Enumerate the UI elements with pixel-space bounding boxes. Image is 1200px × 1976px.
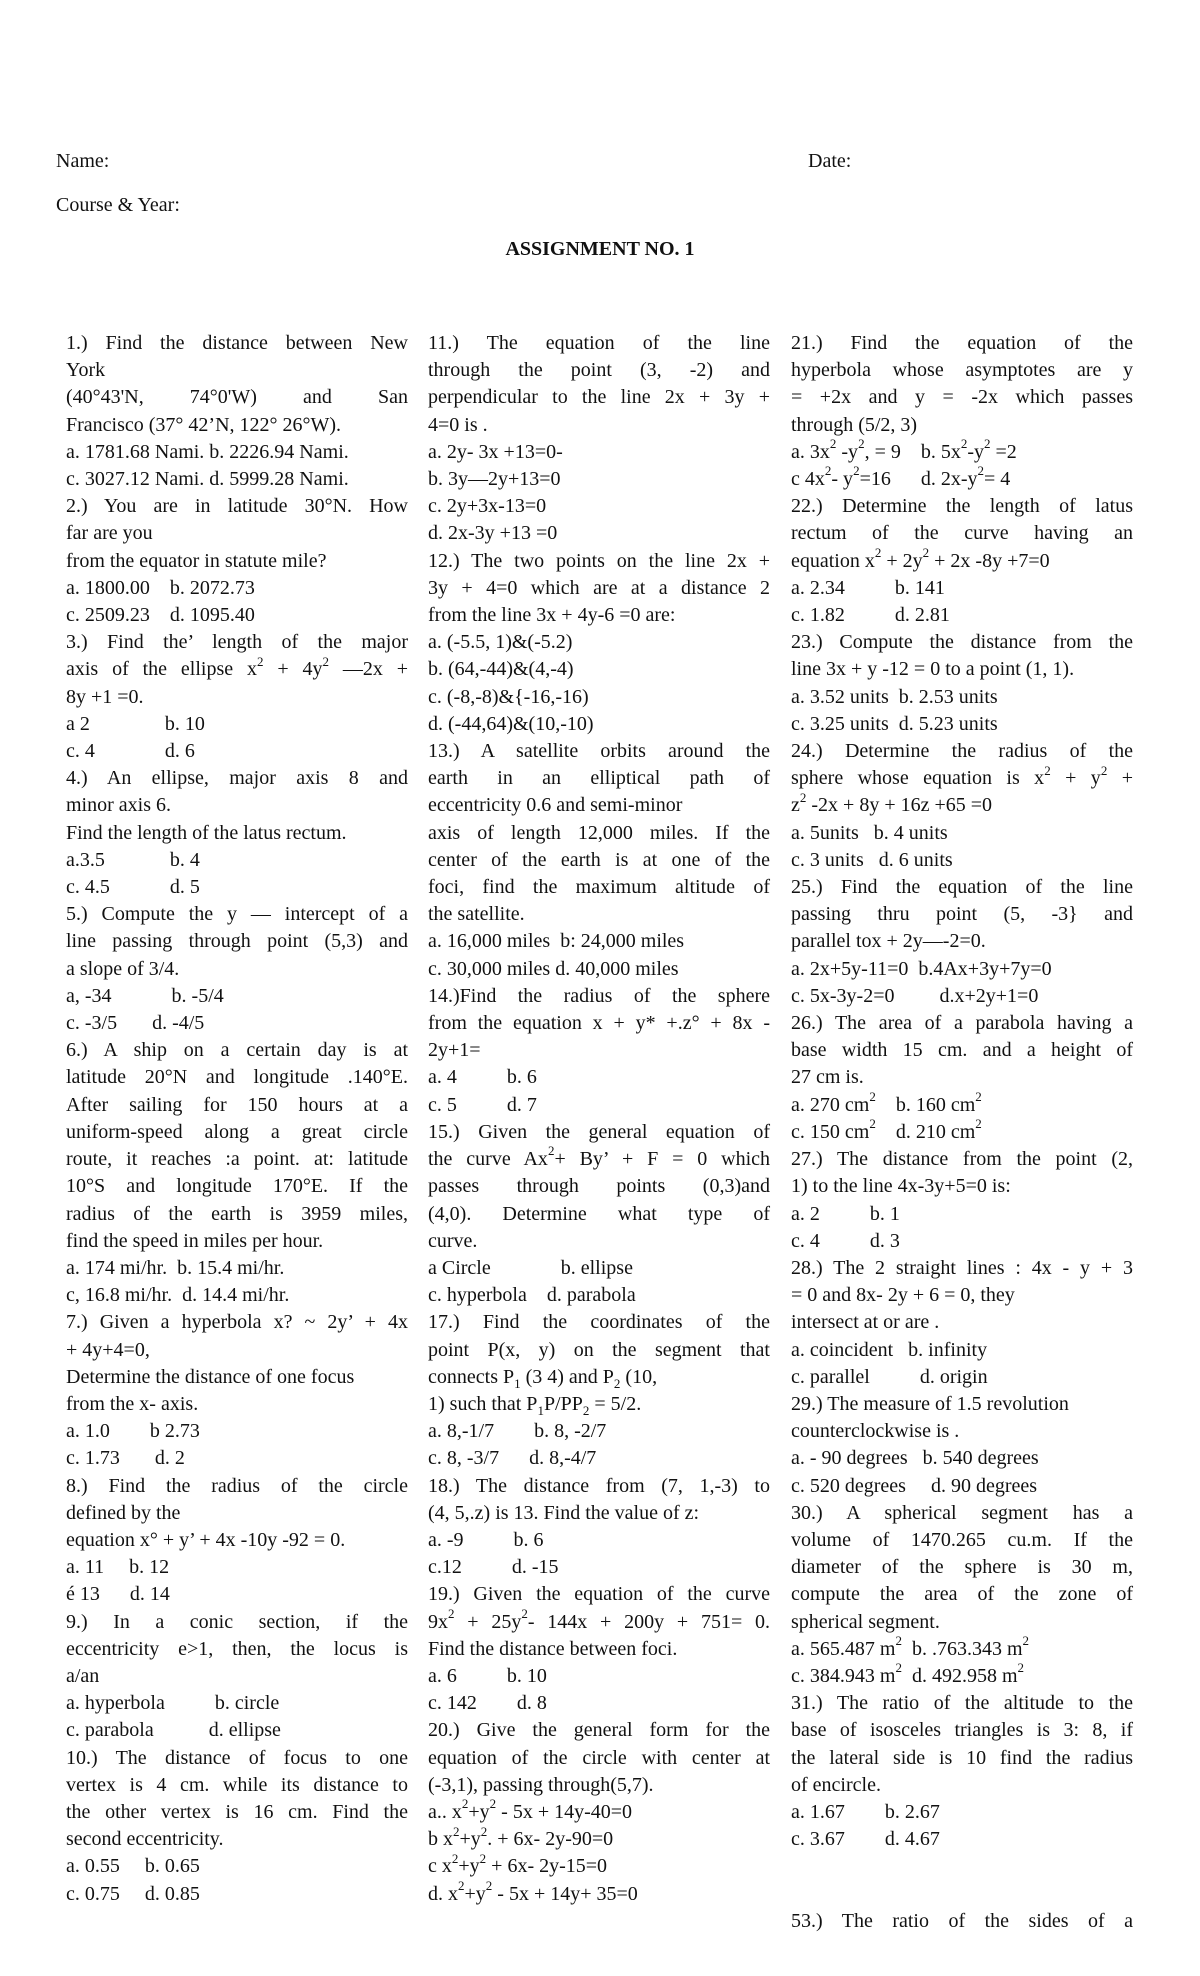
question-text-line: second eccentricity. [66, 1828, 224, 1851]
question-text-line: é 13 d. 14 [66, 1583, 170, 1606]
question-text-line: a 2 b. 10 [66, 712, 205, 735]
assignment-title: ASSIGNMENT NO. 1 [505, 238, 695, 260]
question-text-line: 3.) Find the’ length of the major [66, 631, 408, 654]
question-text-line: uniform-speed along a great circle [66, 1120, 408, 1143]
question-text-line: a. 6 b. 10 [428, 1664, 547, 1687]
question-text-line: counterclockwise is . [791, 1420, 960, 1443]
question-text-line: equation x° + y’ + 4x -10y -92 = 0. [66, 1528, 346, 1551]
name-label: Name: [56, 150, 110, 172]
question-text-line: connects $P_1$ (3 4) and $P_2$ (10, [428, 1365, 658, 1391]
question-text-line: c. 5 d. 7 [428, 1093, 537, 1116]
question-text-line: base width 15 cm. and a height of [791, 1039, 1133, 1062]
question-text-line: base of isosceles triangles is 3: 8, if [791, 1719, 1133, 1742]
question-text-line: 2y+1= [428, 1039, 481, 1062]
question-text-line: 7.) Given a hyperbola x? ~ 2y’ + 4x [66, 1311, 408, 1334]
question-text-line: (4,0). Determine what type of [428, 1202, 770, 1225]
question-text-line: d. 2x-3y +13 =0 [428, 522, 558, 545]
question-text-line: a Circle b. ellipse [428, 1256, 633, 1279]
question-text-line: the satellite. [428, 903, 525, 926]
question-text-line: a. 5units b. 4 units [791, 821, 948, 844]
question-text-line: find the speed in miles per hour. [66, 1229, 324, 1252]
question-text-line: c. -3/5 d. -4/5 [66, 1012, 205, 1035]
question-text-line: a. 2x+5y-11=0 b.4Ax+3y+7y=0 [791, 957, 1052, 980]
question-text-line: Determine the distance of one focus [66, 1365, 355, 1388]
question-text-line: earth in an elliptical path of [428, 767, 770, 790]
question-text-line: intersect at or are . [791, 1311, 940, 1334]
question-text-line: a, -34 b. -5/4 [66, 984, 224, 1007]
question-text-line: equation of the circle with center at [428, 1746, 770, 1769]
question-text-line: a. 2.34 b. 141 [791, 576, 945, 599]
question-text-line: a.3.5 b. 4 [66, 848, 200, 871]
question-text-line: c. 1.73 d. 2 [66, 1447, 185, 1470]
question-text-line: parallel tox + 2y—-2=0. [791, 930, 986, 953]
question-text-line: eccentricity 0.6 and semi-minor [428, 794, 683, 817]
question-text-line: c. 142 d. 8 [428, 1692, 547, 1715]
question-text-line: c $x^2+y^2 + 6x-$ 2y-15=0 [428, 1850, 608, 1878]
question-text-line: 31.) The ratio of the altitude to the [791, 1692, 1133, 1715]
question-text-line: 29.) The measure of 1.5 revolution [791, 1392, 1069, 1415]
question-text-line: 1.) Find the distance between New [66, 332, 408, 354]
question-text-line: 30.) A spherical segment has a [791, 1501, 1133, 1524]
question-text-line: the lateral side is 10 find the radius [791, 1746, 1133, 1769]
question-text-line: the other vertex is 16 cm. Find the [66, 1800, 408, 1823]
question-text-line: a. 4 b. 6 [428, 1066, 537, 1089]
question-text-line: 25.) Find the equation of the line [791, 876, 1133, 899]
question-text-line: eccentricity e>1, then, the locus is [66, 1637, 408, 1660]
question-text-line: a. 11 b. 12 [66, 1556, 170, 1579]
question-text-line: c. 3 units d. 6 units [791, 848, 953, 871]
question-text-line: defined by the [66, 1501, 181, 1524]
question-text-line: b. (64,-44)&(4,-4) [428, 658, 574, 681]
question-text-line: 24.) Determine the radius of the [791, 740, 1133, 763]
question-text-line: 8.) Find the radius of the circle [66, 1474, 408, 1497]
question-text-line: c. 3.25 units d. 5.23 units [791, 712, 998, 735]
question-text-line: from the equator in statute mile? [66, 549, 327, 572]
question-text-line: 17.) Find the coordinates of the [428, 1311, 770, 1334]
question-text-line: 1) such that $P_1P/PP_2 = 5/2$. [428, 1392, 642, 1418]
question-text-line: 10.) The distance of focus to one [66, 1746, 408, 1769]
question-text-line: equation $x^2 + 2y^2 + 2x$ -8y +7=0 [791, 544, 1050, 572]
question-text-line: a. 8,-1/7 b. 8, -2/7 [428, 1420, 607, 1443]
question-text-line: c. 4.5 d. 5 [66, 876, 200, 899]
question-text-line: a. 2y- 3x +13=0- [428, 440, 563, 463]
question-text-line: foci, find the maximum altitude of [428, 876, 770, 899]
question-column-3 [791, 330, 1133, 1935]
question-text-line: c. 3.67 d. 4.67 [791, 1828, 940, 1851]
question-text-line: a. 3.52 units b. 2.53 units [791, 685, 998, 708]
question-text-line: + 4y+4=0, [66, 1338, 150, 1361]
question-text-line: through the point (3, -2) and [428, 359, 770, 382]
question-text-line: a.. $x^2+y^2 - 5x + 14y-40=0$ [428, 1796, 633, 1823]
question-text-line: compute the area of the zone of [791, 1583, 1133, 1606]
question-text-line: $9x^2 + 25y^2-$ 144x + 200y + 751= 0. [428, 1605, 771, 1633]
question-text-line: c. (-8,-8)&{-16,-16) [428, 685, 589, 708]
question-text-line: a. coincident b. infinity [791, 1338, 988, 1361]
question-text-line: = 0 and 8x- 2y + 6 = 0, they [791, 1284, 1015, 1307]
question-text-line: hyperbola whose asymptotes are y [791, 359, 1133, 382]
question-text-line: c. 30,000 miles d. 40,000 miles [428, 957, 679, 980]
question-text-line: 2.) You are in latitude 30°N. How [66, 495, 408, 518]
question-text-line: spherical segment. [791, 1610, 940, 1633]
question-text-line: point P(x, y) on the segment that [428, 1338, 770, 1361]
question-text-line: b. 3y—2y+13=0 [428, 468, 561, 491]
question-text-line: a. hyperbola b. circle [66, 1692, 280, 1715]
question-text-line: vertex is 4 cm. while its distance to [66, 1773, 408, 1796]
question-text-line: (4, 5,.z) is 13. Find the value of z: [428, 1501, 700, 1524]
question-text-line: axis of the ellipse $x^2 + 4y^2$ —2x + [66, 653, 409, 681]
question-text-line: line passing through point (5,3) and [66, 930, 408, 953]
question-text-line: 1) to the line 4x-3y+5=0 is: [791, 1175, 1011, 1198]
question-text-line: from the line 3x + 4y-6 =0 are: [428, 604, 676, 627]
question-text-line: 27 cm is. [791, 1066, 864, 1089]
question-text-line: d. (-44,64)&(10,-10) [428, 712, 594, 735]
question-text-line: far are you [66, 522, 153, 545]
question-text-line: = +2x and y = -2x which passes [791, 386, 1133, 409]
question-text-line: 9.) In a conic section, if the [66, 1610, 408, 1633]
question-text-line: a. - 90 degrees b. 540 degrees [791, 1447, 1039, 1470]
question-text-line: route, it reaches :a point. at: latitude [66, 1148, 408, 1171]
question-text-line: (40°43'N, 74°0'W) and San [66, 386, 408, 409]
question-text-line: minor axis 6. [66, 794, 171, 817]
question-text-line: 26.) The area of a parabola having a [791, 1012, 1133, 1035]
question-text-line: 28.) The 2 straight lines : 4x - y + 3 [791, 1256, 1133, 1279]
question-text-line [791, 1853, 1133, 1880]
question-text-line: latitude 20°N and longitude .140°E. [66, 1066, 408, 1089]
question-text-line: a. 565.487 $m^2$ b. .763.343 $m^2$ [791, 1633, 1029, 1660]
question-text-line: York [66, 359, 106, 382]
question-text-line: 19.) Given the equation of the curve [428, 1583, 770, 1606]
question-text-line: 6.) A ship on a certain day is at [66, 1039, 408, 1062]
question-text-line: axis of length 12,000 miles. If the [428, 821, 770, 844]
date-label: Date: [808, 150, 852, 172]
question-text-line: c $4x^2-$ $y^2=16$ d. $2x-y^2= 4$ [791, 463, 1011, 491]
question-text-line: Find the distance between foci. [428, 1637, 678, 1660]
question-text-line: 21.) Find the equation of the [791, 332, 1133, 354]
question-text-line: 13.) A satellite orbits around the [428, 740, 770, 763]
question-text-line: 53.) The ratio of the sides of a [791, 1909, 1133, 1932]
question-text-line: a. 1800.00 b. 2072.73 [66, 576, 255, 599]
question-text-line: from the equation x + y* +.z° + 8x - [428, 1012, 770, 1035]
question-text-line: sphere whose equation is $x^2 + y^2$ + [791, 762, 1134, 790]
question-text-line: c. 4 d. 6 [66, 740, 195, 763]
question-text-line: 12.) The two points on the line 2x + [428, 549, 770, 572]
question-text-line: rectum of the curve having an [791, 522, 1133, 545]
question-text-line: c. 4 d. 3 [791, 1229, 900, 1252]
question-text-line: curve. [428, 1229, 478, 1252]
question-text-line: center of the earth is at one of the [428, 848, 770, 871]
question-text-line: c. hyperbola d. parabola [428, 1284, 636, 1307]
question-text-line: volume of 1470.265 cu.m. If the [791, 1528, 1133, 1551]
question-text-line: a. 1.0 b 2.73 [66, 1420, 200, 1443]
question-text-line: perpendicular to the line 2x + 3y + [428, 386, 770, 409]
question-text-line: from the x- axis. [66, 1392, 199, 1415]
question-text-line: diameter of the sphere is 30 m, [791, 1556, 1133, 1579]
question-text-line: 15.) Given the general equation of [428, 1120, 770, 1143]
question-text-line: a. 174 mi/hr. b. 15.4 mi/hr. [66, 1256, 285, 1279]
question-text-line: 14.)Find the radius of the sphere [428, 984, 770, 1007]
question-text-line: 5.) Compute the y — intercept of a [66, 903, 408, 926]
question-text-line: line 3x + y -12 = 0 to a point (1, 1). [791, 658, 1075, 681]
question-text-line: c. 2y+3x-13=0 [428, 495, 547, 518]
question-text-line: c. parallel d. origin [791, 1365, 988, 1388]
question-text-line: 4.) An ellipse, major axis 8 and [66, 767, 408, 790]
question-text-line: a. 2 b. 1 [791, 1202, 900, 1225]
question-text-line: 4=0 is . [428, 413, 488, 436]
question-text-line: c. 520 degrees d. 90 degrees [791, 1474, 1038, 1497]
question-text-line: the curve $Ax^2+ By$’ + F = 0 which [428, 1143, 771, 1171]
question-text-line: a. 270 $cm^2$ b. 160 $cm^2$ [791, 1089, 982, 1116]
question-text-line: c, 16.8 mi/hr. d. 14.4 mi/hr. [66, 1284, 290, 1307]
question-text-line: 18.) The distance from (7, 1,-3) to [428, 1474, 770, 1497]
course-year-label: Course & Year: [56, 194, 180, 216]
question-text-line: 8y +1 =0. [66, 685, 144, 708]
question-text-line: a. 1.67 b. 2.67 [791, 1800, 940, 1823]
question-text-line: 3y + 4=0 which are at a distance 2 [428, 576, 770, 599]
question-text-line: 10°S and longitude 170°E. If the [66, 1175, 408, 1198]
question-text-line: a slope of 3/4. [66, 957, 180, 980]
question-text-line: $z^2$ -2x + 8y + 16z +65 =0 [791, 789, 993, 817]
question-text-line: c. parabola d. ellipse [66, 1719, 281, 1742]
question-text-line: 23.) Compute the distance from the [791, 631, 1133, 654]
question-text-line: c. 1.82 d. 2.81 [791, 604, 950, 627]
question-text-line: passes through points (0,3)and [428, 1175, 770, 1198]
question-text-line: c. 3027.12 Nami. d. 5999.28 Nami. [66, 468, 349, 491]
question-text-line: a. $3x^2$ $-y^2$, = 9 b. $5x^2-y^2 =2$ [791, 436, 1017, 463]
question-text-line: c. 150 $cm^2$ d. 210 $cm^2$ [791, 1116, 982, 1143]
question-text-line: a. 0.55 b. 0.65 [66, 1855, 200, 1878]
question-text-line: 20.) Give the general form for the [428, 1719, 770, 1742]
question-text-line: c. 2509.23 d. 1095.40 [66, 604, 255, 627]
question-text-line: After sailing for 150 hours at a [66, 1093, 408, 1116]
question-text-line: c.12 d. -15 [428, 1556, 559, 1579]
question-text-line: passing thru point (5, -3} and [791, 903, 1133, 926]
question-text-line [791, 1881, 1133, 1908]
question-text-line: (-3,1), passing through(5,7). [428, 1773, 654, 1796]
question-text-line: 22.) Determine the length of latus [791, 495, 1133, 518]
question-text-line: through (5/2, 3) [791, 413, 918, 436]
question-text-line: c. 5x-3y-2=0 d.x+2y+1=0 [791, 984, 1039, 1007]
question-text-line: 27.) The distance from the point (2, [791, 1148, 1133, 1171]
question-text-line: a/an [66, 1664, 100, 1687]
question-text-line: a. (-5.5, 1)&(-5.2) [428, 631, 573, 654]
question-text-line: c. 0.75 d. 0.85 [66, 1882, 200, 1905]
question-text-line: a. 16,000 miles b: 24,000 miles [428, 930, 685, 953]
question-text-line: of encircle. [791, 1773, 881, 1796]
question-text-line: d. $x^2+y^2 - 5x + 14y+ 35=0$ [428, 1877, 638, 1905]
question-text-line: a. -9 b. 6 [428, 1528, 544, 1551]
question-text-line: c. 384.943 $m^2$ d. 492.958 $m^2$ [791, 1660, 1024, 1687]
question-text-line: Find the length of the latus rectum. [66, 821, 347, 844]
question-text-line: 11.) The equation of the line [428, 332, 770, 354]
question-text-line: b $x^2+y^2$. + 6x- 2y-90=0 [428, 1823, 614, 1851]
question-column-2 [428, 330, 770, 1908]
question-text-line: Francisco (37° 42’N, 122° 26°W). [66, 413, 342, 436]
question-text-line: c. 8, -3/7 d. 8,-4/7 [428, 1447, 597, 1470]
question-text-line: a. 1781.68 Nami. b. 2226.94 Nami. [66, 440, 349, 463]
question-text-line: radius of the earth is 3959 miles, [66, 1202, 408, 1225]
question-column-1 [66, 330, 408, 1908]
